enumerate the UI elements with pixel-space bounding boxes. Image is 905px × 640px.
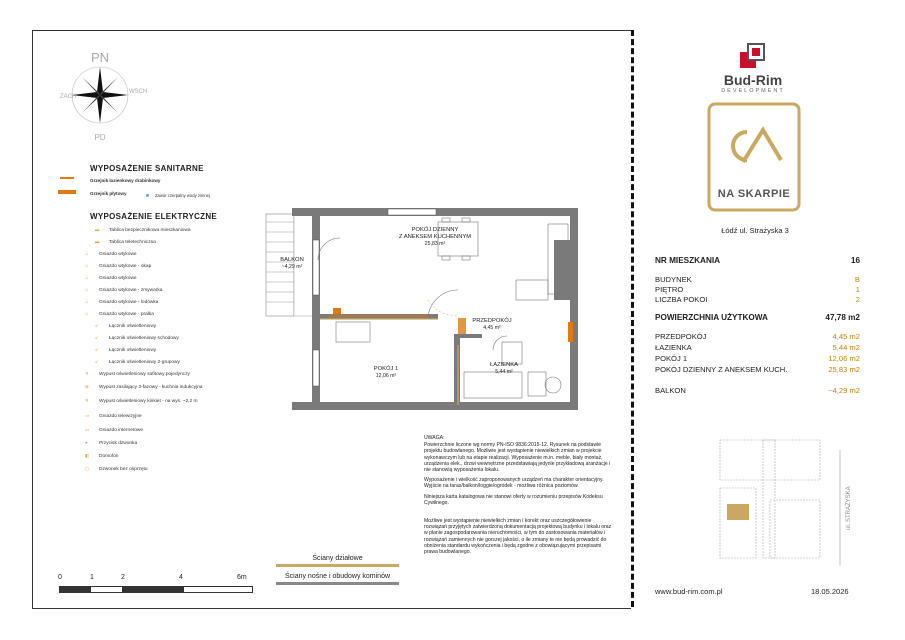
note-p3: Niniejsza karta katalogowa nie stanowi oferty w rozumieniu przepisów Kodeksu Cywilnego. xyxy=(424,493,603,506)
sanitary-item-3: Zawór czerpalny wody zimnej xyxy=(155,193,210,198)
electrical-title: WYPOSAŻENIE ELEKTRYCZNE xyxy=(90,212,218,221)
note-p4: Możliwe jest wystąpienie niewielkich zmian i korekt oraz uszczegółowienie rozwiązań przyjętych zatwierdzoną dokumentacją projektową budynku i lokalu oraz w planie zagospodarowania nieruchomości, w tym do zastosowania materiałów i rozwiązań zamiennych nie gorszej jakości, o ile zmiany te nie będą prowadzić do obniżenia standardu wykończenia i będą zgodne z obowiązującymi przepisami prawa budowlanego. xyxy=(424,518,612,556)
electrical-legend-item xyxy=(95,227,191,233)
street-label: ul. STRAŻYSKA xyxy=(846,486,852,530)
electrical-legend-label: Dzwonek bez osprzętu xyxy=(99,467,148,472)
electrical-symbol-icon: ▬ xyxy=(95,239,100,244)
electrical-legend-label: Gniazdo wtykowe - pralka xyxy=(99,312,154,317)
electrical-legend-label: Łącznik oświetleniowy xyxy=(109,348,157,353)
compass-rose-icon xyxy=(52,45,152,145)
hall-label: PRZEDPOKÓJ xyxy=(655,332,707,341)
electrical-legend-item xyxy=(95,335,179,341)
electrical-legend-item xyxy=(85,440,137,446)
room1-label: POKÓJ 1 xyxy=(655,354,688,363)
sanitary-title: WYPOSAŻENIE SANITARNE xyxy=(90,164,204,173)
hall-row xyxy=(655,332,860,341)
electrical-legend-label: Gniazdo wtykowe xyxy=(99,276,137,281)
bathroom-row xyxy=(655,343,860,352)
electrical-symbol-icon: ⊥ xyxy=(85,299,89,304)
electrical-symbol-icon: ● xyxy=(85,440,88,445)
electrical-legend-label: Gniazdo wtykowe xyxy=(99,252,137,257)
sanitary-item-2: Grzejnik płytowy xyxy=(90,191,127,196)
building-value: B xyxy=(854,275,860,284)
electrical-legend-item xyxy=(85,384,202,390)
electrical-legend-item xyxy=(85,275,137,281)
electrical-legend-item xyxy=(85,466,148,472)
electrical-symbol-icon: ▭ xyxy=(85,427,90,432)
room1-value: 12,06 m2 xyxy=(828,354,860,363)
floor-label: PIĘTRO xyxy=(655,285,684,294)
electrical-symbol-icon: ↙ xyxy=(95,347,99,352)
floor-value: 1 xyxy=(855,285,860,294)
room1-row xyxy=(655,354,860,363)
electrical-legend-item xyxy=(95,239,156,245)
rooms-row xyxy=(655,295,860,304)
building-label: BUDYNEK xyxy=(655,275,692,284)
electrical-legend-label: Łącznik oświetleniowy schodowy xyxy=(109,336,179,341)
electrical-symbol-icon: ⊥ xyxy=(85,263,89,268)
brand-name: Bud-Rim xyxy=(723,72,783,88)
load-walls-swatch xyxy=(276,582,399,585)
electrical-legend-item xyxy=(85,427,143,433)
electrical-legend-label: Domofon xyxy=(99,454,119,459)
electrical-legend-label: Przycisk dzwonka xyxy=(99,441,138,446)
scale-0: 0 xyxy=(58,574,62,581)
electrical-symbol-icon: ✕ xyxy=(85,398,89,403)
bathroom-name: ŁAZIENKA xyxy=(489,362,519,368)
electrical-symbol-icon: ↙ xyxy=(95,323,99,328)
partition-walls-label: Ściany działowe xyxy=(312,555,363,562)
apartment-number-label: NR MIESZKANIA xyxy=(655,256,721,265)
balcony-value: ~4,29 m2 xyxy=(828,386,860,395)
website-link[interactable]: www.bud-rim.com.pl xyxy=(655,587,723,596)
balcony-row xyxy=(655,386,860,395)
electrical-legend-label: Łącznik oświetleniowy 2-grupowy xyxy=(109,360,180,365)
walls-legend xyxy=(270,555,405,587)
electrical-legend-label: Wypust oświetleniowy sufitowy pojedynczy xyxy=(99,372,190,377)
panel-radiator-swatch xyxy=(58,190,76,194)
project-address: Łódź ul. Strażyska 3 xyxy=(721,226,789,235)
info-panel xyxy=(645,30,875,607)
electrical-legend-item xyxy=(85,287,162,293)
building-row xyxy=(655,275,860,284)
electrical-symbol-icon: ◧ xyxy=(85,453,90,458)
scale-bar xyxy=(55,574,260,593)
living-room-value: 25,83 m2 xyxy=(828,365,860,374)
electrical-legend-item xyxy=(85,453,118,459)
sanitary-item-1: Grzejnik łazienkowy drabinkowy xyxy=(90,178,161,183)
compass-s: PD xyxy=(94,133,106,142)
living-room-row xyxy=(655,365,860,374)
usable-area-label: POWIERZCHNIA UŻYTKOWA xyxy=(655,313,768,322)
electrical-symbol-icon: ⊥ xyxy=(85,275,89,280)
electrical-symbol-icon: ▭ xyxy=(85,413,90,418)
living-room-name-2: Z ANEKSEM KUCHENNYM xyxy=(398,234,472,240)
electrical-legend-item xyxy=(95,359,180,365)
floor-plan xyxy=(258,200,588,415)
electrical-symbol-icon: ✕ xyxy=(85,371,89,376)
brand-sub: DEVELOPMENT xyxy=(721,88,785,94)
electrical-legend-label: Tablica bezpiecznikowa mieszkaniowa xyxy=(109,228,191,233)
electrical-legend-label: Gniazdo internetowe xyxy=(99,428,143,433)
note-p1: Powierzchnie liczone wg normy PN-ISO 9836:2015-12. Rysunek na podstawie projektu budowlanego. Możliwie jest wystąpienie niewielkich zmian w projekcie wykonawczym lub na etapie realizacji. Wyposażenie m.in. meble, biały montaż, urządzenia elek., drzwi wewnętrzne przedstawiają jedynie przykładową aranżacje i nie stanowią wyposażenia lokalu. xyxy=(424,442,611,474)
load-walls-label: Ściany nośne i obudowy kominów xyxy=(284,573,391,580)
electrical-legend-label: Łącznik oświetleniowy xyxy=(109,324,157,329)
electrical-legend-label: Gniazdo telewizyjne xyxy=(99,414,142,419)
electrical-symbol-icon: ↙ xyxy=(95,335,99,340)
electrical-symbol-icon: ▬ xyxy=(95,227,100,232)
electrical-legend-label: Tablica teletechniczna xyxy=(109,240,156,245)
living-room-name: POKÓJ DZIENNY xyxy=(411,227,459,233)
rooms-label: LICZBA POKOI xyxy=(655,295,708,304)
electrical-legend-item xyxy=(85,371,190,377)
hall-name: PRZEDPOKÓJ xyxy=(472,318,512,324)
partition-walls-swatch xyxy=(276,564,399,567)
scale-1: 1 xyxy=(90,574,94,581)
electrical-legend-label: Gniazdo wtykowe - lodówka xyxy=(99,300,159,305)
bathroom-value: 5,44 m2 xyxy=(832,343,860,352)
electrical-legend-label: Gniazdo wtykowe - zmywarka xyxy=(99,288,163,293)
electrical-legend-item xyxy=(95,347,156,353)
disclaimer-note xyxy=(424,435,614,559)
electrical-symbol-icon: ▢ xyxy=(85,466,90,471)
electrical-legend-item xyxy=(85,263,151,269)
note-p2: Wyposażenie i wielkość zaproponowanych urządzeń ma charakter orientacyjny. Wyjście na taras/balkon/loggie/ogródek - możliwa różnica poziomów. xyxy=(424,477,604,490)
bathroom-label: ŁAZIENKA xyxy=(655,343,692,352)
balcony-name: BALKON xyxy=(280,257,304,263)
balcony-label: BALKON xyxy=(655,386,686,395)
electrical-symbol-icon: ⊥ xyxy=(85,251,89,256)
usable-area-row xyxy=(655,313,860,322)
compass-n: PN xyxy=(90,50,110,65)
electrical-symbol-icon: ⊥ xyxy=(85,311,89,316)
electrical-legend-item xyxy=(85,413,142,419)
ladder-radiator-swatch xyxy=(60,177,74,179)
electrical-legend-item xyxy=(85,311,154,317)
apartment-number: 16 xyxy=(850,256,860,265)
compass-w: ZACH xyxy=(60,94,77,100)
floor-row xyxy=(655,285,860,294)
rooms-value: 2 xyxy=(855,295,860,304)
compass-e: WSCH xyxy=(129,89,148,95)
electrical-symbol-icon: ⊥ xyxy=(85,287,89,292)
bud-rim-logo-icon xyxy=(738,40,768,70)
hall-area: 4,45 m² xyxy=(483,325,501,331)
note-title: UWAGA: xyxy=(424,435,445,441)
usable-area-value: 47,78 m2 xyxy=(825,313,860,322)
scale-6: 6m xyxy=(237,574,247,581)
electrical-symbol-icon: ↙ xyxy=(95,359,99,364)
balcony-area: ~4,29 m² xyxy=(281,264,303,270)
apartment-number-row xyxy=(655,256,860,265)
hall-value: 4,45 m2 xyxy=(832,332,860,341)
electrical-symbol-icon: ⊗ xyxy=(85,384,89,389)
scale-4: 4 xyxy=(179,574,183,581)
electrical-legend-item xyxy=(85,398,197,404)
water-valve-icon xyxy=(146,194,149,197)
electrical-legend-label: Wypust zasilający 3-fazowy - kuchnia indukcyjna xyxy=(99,385,203,390)
electrical-legend-label: Wypust oświetleniowy kinkiet - na wys. ~2,2 m xyxy=(99,399,198,404)
electrical-legend-item xyxy=(85,299,158,305)
project-name: NA SKARPIE xyxy=(717,188,791,200)
electrical-legend-label: Gniazdo wtykowe - okap xyxy=(99,264,152,269)
scale-2: 2 xyxy=(121,574,125,581)
living-room-area: 25,83 m² xyxy=(424,241,446,247)
bathroom-area: 5,44 m² xyxy=(495,369,513,375)
sheet-divider xyxy=(631,30,634,607)
site-plan xyxy=(715,430,865,570)
electrical-legend-item xyxy=(95,323,156,329)
living-room-label: POKÓJ DZIENNY Z ANEKSEM KUCH. xyxy=(655,365,788,374)
room1-name: POKÓJ 1 xyxy=(373,366,399,372)
date-label: 18.05.2026 xyxy=(811,587,849,596)
electrical-legend-item xyxy=(85,251,137,257)
room1-area: 12,06 m² xyxy=(375,373,397,379)
